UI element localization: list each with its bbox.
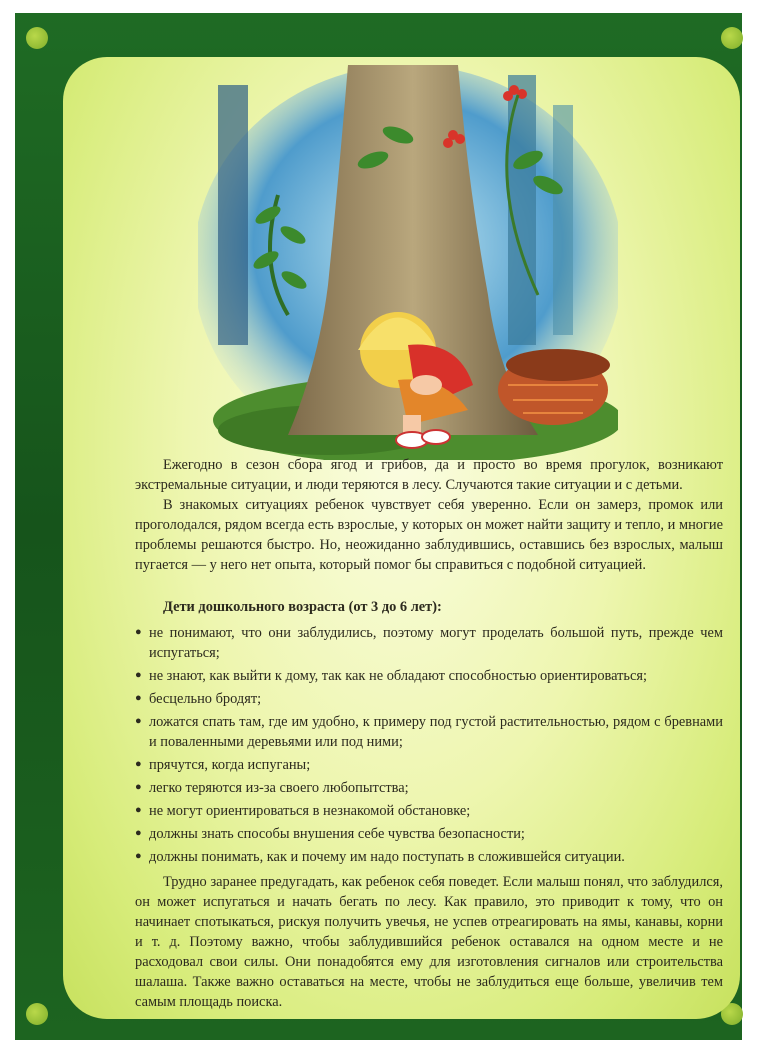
list-item: ● бесцельно бродят; [135, 689, 723, 709]
corner-dot [26, 1003, 48, 1025]
list-item: ● должны знать способы внушения себе чувства безопасности; [135, 824, 723, 844]
list-item: ● не могут ориентироваться в незнакомой обстановке; [135, 801, 723, 821]
intro-paragraph: В знакомых ситуациях ребенок чувствует себя уверенно. Если он замерз, промок или проголодался, рядом всегда есть взрослые, у которых он может найти защиту и тепло, и многие проблемы решаются быстро. Но, неожиданно заблудившись, оставшись без взрослых, малыш пугается — у него нет опыта, который помог бы справиться с подобной ситуацией. [135, 497, 723, 573]
lost-child-illustration [198, 65, 618, 460]
closing-paragraph: Трудно заранее предугадать, как ребенок себя поведет. Если малыш понял, что заблудился, он может испугаться и начать бегать по лесу. Как правило, это приводит к тому, что он начинает спотыкаться, рискуя получить увечья, не успев отреагировать на ямы, канавы, корни и т. д. Поэтому важно, чтобы заблудившийся ребенок оставался на одном месте и не расходовал свои силы. Они понадобятся ему для изготовления сигналов или строительства шалаша. Также важно оставаться на месте, чтобы не заблудиться еще больше, увеличив тем самым площадь поиска. [135, 874, 723, 1010]
corner-dot [721, 27, 743, 49]
bullets-block [135, 597, 723, 870]
page-frame [15, 13, 742, 1040]
list-item: ● легко теряются из-за своего любопытства; [135, 778, 723, 798]
list-item: ● должны понимать, как и почему им надо поступать в сложившейся ситуации. [135, 847, 723, 867]
basket [498, 349, 610, 425]
list-item: ● прячутся, когда испуганы; [135, 755, 723, 775]
content-panel [63, 57, 740, 1019]
intro-paragraph: Ежегодно в сезон сбора ягод и грибов, да и просто во время прогулок, возникают экстремальные ситуации, и люди теряются в лесу. Случаются такие ситуации и с детьми. [135, 457, 723, 493]
closing-block [135, 872, 723, 1012]
list-item: ● ложатся спать там, где им удобно, к примеру под густой растительностью, рядом с бревнами и поваленными деревьями или под ними; [135, 712, 723, 752]
list-item: ● не понимают, что они заблудились, поэтому могут проделать большой путь, прежде чем испугаться; [135, 623, 723, 663]
corner-dot [26, 27, 48, 49]
section-heading: Дети дошкольного возраста (от 3 до 6 лет): [163, 599, 442, 615]
list-item: ● не знают, как выйти к дому, так как не обладают способностью ориентироваться; [135, 666, 723, 686]
bullet-list [135, 623, 723, 867]
intro-block [135, 455, 723, 575]
